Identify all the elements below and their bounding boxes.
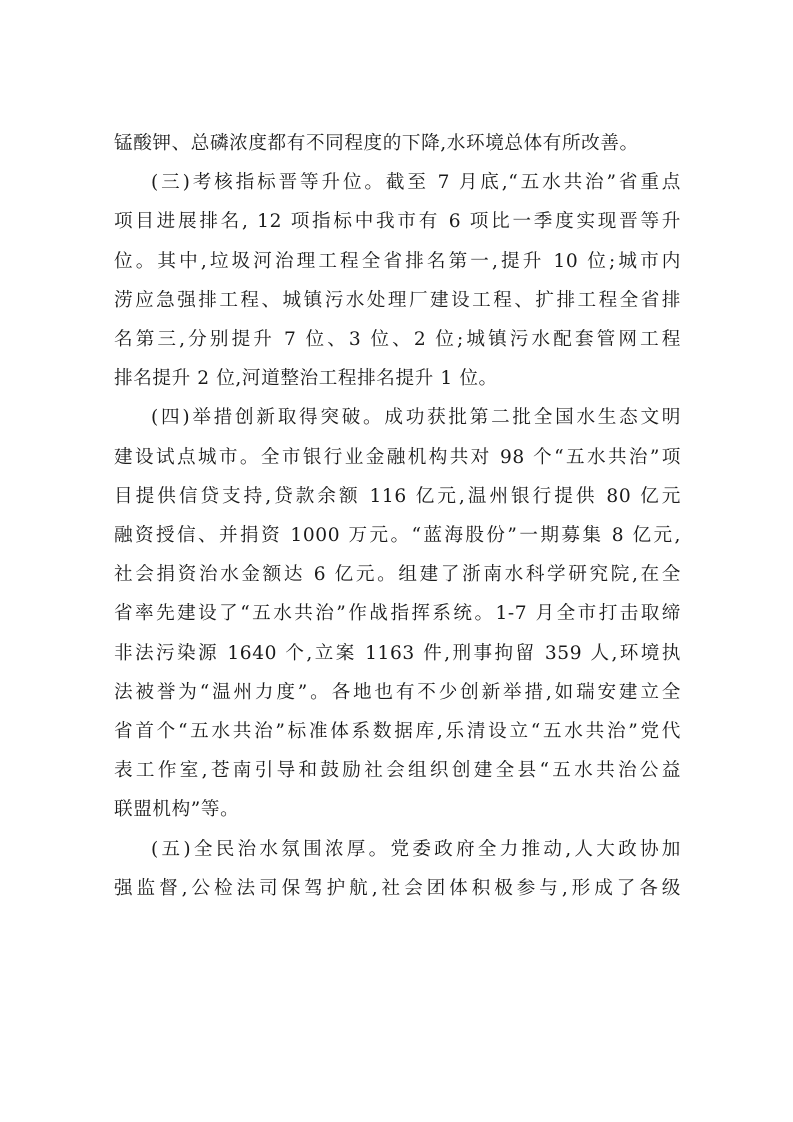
- text-line: (四)举措创新取得突破。成功获批第二批全国水生态文明: [151, 407, 681, 429]
- text-line: 非法污染源 1640 个,立案 1163 件,刑事拘留 359 人,环境执: [114, 642, 681, 664]
- text-line: 目提供信贷支持,贷款余额 116 亿元,温州银行提供 80 亿元: [114, 485, 681, 507]
- paragraph-public-participation: [114, 830, 681, 908]
- text-line: 建设试点城市。全市银行业金融机构共对 98 个“五水共治”项: [114, 446, 681, 468]
- text-line: 法被誉为“温州力度”。各地也有不少创新举措,如瑞安建立全: [114, 681, 681, 703]
- paragraph-continuation: [114, 124, 681, 163]
- text-line: 社会捐资治水金额达 6 亿元。组建了浙南水科学研究院,在全: [114, 564, 681, 586]
- paragraph-innovation-breakthrough: [114, 398, 681, 829]
- text-line: (三)考核指标晋等升位。截至 7 月底,“五水共治”省重点: [151, 172, 681, 194]
- text-line: 排名提升 2 位,河道整治工程排名提升 1 位。: [114, 368, 498, 390]
- paragraph-assessment-indicators: [114, 163, 681, 398]
- text-line: 省率先建设了“五水共治”作战指挥系统。1-7 月全市打击取缔: [114, 603, 681, 625]
- text-line: (五)全民治水氛围浓厚。党委政府全力推动,人大政协加: [151, 838, 681, 860]
- text-line: 名第三,分别提升 7 位、3 位、2 位;城镇污水配套管网工程: [114, 329, 681, 351]
- text-line: 项目进展排名, 12 项指标中我市有 6 项比一季度实现晋等升: [114, 211, 681, 233]
- text-line: 融资授信、并捐资 1000 万元。“蓝海股份”一期募集 8 亿元,: [114, 525, 681, 547]
- text-line: 强监督,公检法司保驾护航,社会团体积极参与,形成了各级: [114, 877, 681, 899]
- document-page: [114, 124, 681, 908]
- text-line: 表工作室,苍南引导和鼓励社会组织创建全县“五水共治公益: [114, 760, 681, 782]
- text-line: 省首个“五水共治”标准体系数据库,乐清设立“五水共治”党代: [114, 721, 681, 743]
- text-line: 锰酸钾、总磷浓度都有不同程度的下降,水环境总体有所改善。: [114, 133, 639, 154]
- text-line: 联盟机构”等。: [114, 799, 240, 821]
- text-line: 涝应急强排工程、城镇污水处理厂建设工程、扩排工程全省排: [114, 289, 681, 311]
- text-line: 位。其中,垃圾河治理工程全省排名第一,提升 10 位;城市内: [114, 250, 681, 272]
